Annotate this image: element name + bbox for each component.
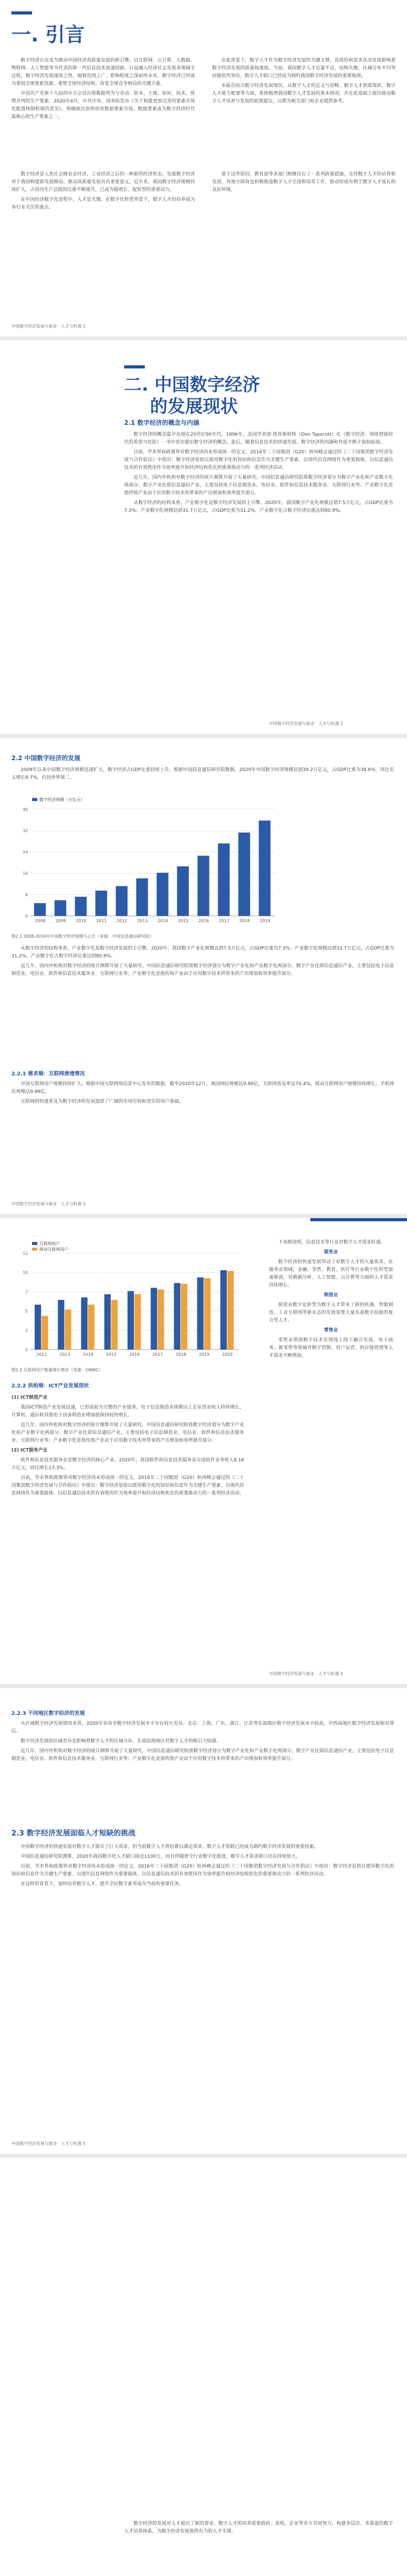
section3-demand: [11, 1080, 394, 1108]
bar: [34, 903, 46, 916]
page-introduction: [0, 0, 407, 336]
bar: [104, 1294, 111, 1350]
heading-2-3: 2.3 数字经济发展面临人才短缺的挑战: [11, 1829, 135, 1838]
x-tick-label: 2013: [59, 1352, 70, 1357]
paragraph: 数字经济的概念最早出现在20世纪90年代。1996年，美国学者唐·塔普斯科特（Don Tapscott）在《数字经济：网络智能时代的希望与危险》一书中首次提出数字经济的概念。此后，随着信息技术的快速发展，数字经济的内涵和外延不断丰富和拓展。: [124, 432, 393, 445]
ict-column: [11, 1394, 244, 1500]
legend-swatch: [32, 1248, 37, 1251]
legend-swatch: [32, 798, 37, 801]
x-tick-label: 2014: [157, 919, 168, 923]
chart-caption: 图2.1 2008-2019年中国数字经济规模与占比（来源：中国信息通信研究院）: [11, 934, 154, 939]
paragraph: 零售业借助数字技术实现线上线下融合发展，电子商务、新零售等领域对数字营销、用户运营、供应链管理等人才需求不断增加。: [269, 1338, 393, 1358]
bar: [197, 1278, 203, 1350]
x-tick-label: 2017: [219, 919, 230, 923]
y-tick-label: 16: [22, 871, 28, 876]
y-tick-label: 12: [22, 1251, 28, 1256]
bar: [220, 1270, 227, 1350]
paragraph: 数字经济发展的区域差异也影响着数字人才的区域分布，东部沿海地区对数字人才的吸引力较强。: [21, 1739, 221, 1744]
demand-side-column: [269, 1239, 393, 1362]
x-tick-label: 2016: [198, 919, 209, 923]
bar: [228, 1271, 234, 1350]
paragraph: 近几年，国内外机构对数字经济的统计测算开展了大量研究。中国信息通信研究院将数字经济划分为数字产业化和产业数字化两部分。数字产业化即信息通信产业，主要包括电子信息制造业、电信业、软件和信息技术服务业、互联网行业等；产业数字化是指传统产业由于应用数字技术所带来的产出增加和效率提升部分。: [124, 475, 393, 496]
paragraph: 数字经济正在成为推动中国经济高质量发展的新引擎。以互联网、云计算、大数据、物联网、人工智能等为代表的新一代信息技术加速创新，日益融入经济社会发展各领域全过程，数字经济发展速度之快、辐射范围之广、影响程度之深前所未有。数字经济已经成为重组全球要素资源、重塑全球经济结构、改变全球竞争格局的关键力量。: [11, 58, 195, 86]
bar: [41, 1316, 48, 1350]
paragraph: 基于这些原因，教育部等多部门相继出台了一系列政策措施，支持数字人才的培养和发展。各地方政府也积极推进数字人才引进和培育工作，推动形成有利于数字人才成长的良好环境。: [212, 172, 396, 193]
bar: [136, 878, 148, 916]
x-tick-label: 2019: [199, 1352, 209, 1357]
section-title-line2: 的发展现状: [150, 396, 238, 417]
legend-label: 移动互联网用户: [39, 1247, 68, 1252]
paragraph: 本报告结合数字经济发展现状，从数字人才的定义与范畴、数字人才供需现状、数字人才能力框架等方面，系统梳理我国数字人才发展的基本情况，并在此基础上提出推动数字人才培养与发展的政策建议，以期为相关部门和企业提供参考。: [212, 83, 396, 104]
bar: [65, 1310, 71, 1350]
section-title-introduction: 一. 引言: [11, 23, 85, 46]
paragraph: 从数字经济的结构来看，产业数字化是数字经济发展的主引擎。2020年，我国数字产业化规模达到7.5万亿元，占GDP比重为7.3%；产业数字化规模达到31.7万亿元，占GDP比重为31.2%，产业数字化占数字经济比重达到80.9%。: [11, 946, 394, 959]
x-tick-label: 2014: [83, 1352, 94, 1357]
paragraph: 中国互联网用户规模持续扩大。根据中国互联网络信息中心发布的数据，截至2020年12月，我国网民规模达9.89亿，互联网普及率达70.4%。移动互联网用户规模持续增长，手机网民规模达9.86亿。: [11, 1082, 394, 1094]
page-closing: [0, 2158, 407, 2576]
heading-2-1: 2.1 数字经济的概念与内涵: [124, 419, 200, 426]
y-tick-label: 24: [22, 850, 28, 855]
x-tick-label: 2019: [260, 919, 270, 923]
paragraph: 中国共产党第十九届四中全会首次将数据列为与劳动、资本、土地、知识、技术、管理并列的生产要素。2020年4月，中共中央、国务院发布《关于构建更加完善的要素市场化配置体制机制的意见》，明确提出加快培育数据要素市场。数据要素成为数字经济时代最核心的生产要素之一。: [11, 91, 195, 120]
bar: [128, 1291, 134, 1350]
x-tick-label: 2016: [129, 1352, 140, 1357]
y-tick-label: 2: [25, 1328, 28, 1333]
sub-heading: (1) ICT制造产业: [11, 1395, 48, 1400]
paragraph: 软件和信息技术服务业是数字经济的核心产业。2020年，我国软件和信息技术服务业完成软件业务收入8.16万亿元，同比增长13.3%。: [11, 1458, 244, 1471]
paragraph: 在中国经济数字化进程中，人才是关键。在数字化转型背景下，数字人才的培养成为各行业关注的重点。: [11, 197, 195, 210]
bar: [134, 1294, 141, 1350]
paragraph: 中国信息通信研究院测算，2020年我国数字化人才缺口接近1100万，而且伴随着全行业数字化推进，数字人才需求缺口还在持续放大。: [21, 1854, 300, 1859]
bar: [95, 891, 107, 916]
page-separator: [0, 2154, 407, 2158]
bar: [177, 866, 189, 916]
x-tick-label: 2018: [175, 1352, 186, 1357]
x-tick-label: 2015: [178, 919, 189, 923]
paragraph: 中国数字经济的快速发展对数字人才提出了巨大需求，但当前数字人才供给难以满足需求。数字人才短缺已经成为制约数字经济发展的重要因素。: [21, 1844, 319, 1849]
bar: [75, 897, 87, 916]
bar: [204, 1278, 210, 1350]
bar: [58, 1300, 64, 1350]
intro-column-left-lower: [11, 171, 195, 214]
page-separator: [0, 734, 407, 738]
bar: [174, 1283, 180, 1350]
section-title-line1: 二. 中国数字经济: [124, 375, 260, 395]
talent-shortage-body: [11, 1843, 394, 1890]
bar: [116, 886, 128, 916]
paragraph: 目前，学术界和政策界对数字经济尚未形成统一的定义。2016年二十国集团（G20）杭州峰会通过的《二十国集团数字经济发展与合作倡议》中指出：数字经济是指以使用数字化的知识和信息作为关键生产要素、以现代信息网络作为重要载体、以信息通信技术的有效使用作为效率提升和经济结构优化的重要推动力的一系列经济活动。: [124, 450, 393, 470]
bar: [198, 856, 209, 916]
section3-intro: [11, 766, 394, 784]
bar: [259, 821, 270, 916]
bar: [181, 1284, 187, 1350]
bar: [35, 1305, 41, 1350]
sub-heading: (2) ICT服务产业: [11, 1448, 48, 1453]
y-tick-label: 8: [25, 892, 28, 897]
paragraph: 我国ICT制造产业发展迅速，已形成较为完整的产业链条。电子信息制造业规模以上企业营业收入持续增长，计算机、通信和其他电子设备制造业增加值保持较快增长。: [11, 1405, 244, 1418]
paragraph: 2008年以来中国数字经济规模迅速扩大，数字经济占GDP比重持续上升。根据中国信息通信研究院数据，2020年中国数字经济规模达到39.2万亿元，占GDP比重为38.6%，同比名义增长9.7%，位居世界第二。: [11, 767, 394, 780]
paragraph: 制造业数字化转型为数字人才带来了新的机遇。智能制造、工业互联网等新业态的发展需要大量具备数字技能的复合型人才。: [269, 1302, 393, 1323]
page-separator: [0, 1684, 407, 1688]
chart-caption: 图2.2 互联网用户数量增长情况（来源：CNNIC）: [11, 1368, 103, 1372]
section2-body: [124, 431, 393, 517]
y-tick-label: 0: [25, 1348, 28, 1352]
heading-2-2: 2.2 中国数字经济的发展: [11, 754, 81, 762]
paragraph: 近几年，国内外机构对数字经济的统计测算开展了大量研究。中国信息通信研究院将数字经济划分为数字产业化和产业数字化两部分。数字产业化即信息通信产业，主要包括电子信息制造业、电信业、软件和信息技术服务业、互联网行业等；产业数字化是指传统产业由于应用数字技术所带来的产出增加和效率提升部分。: [11, 1749, 394, 1761]
paragraph: 目前，学术界和政策界对数字经济尚未形成统一的定义。2016年二十国集团（G20）杭州峰会通过的《二十国集团数字经济发展与合作倡议》中指出：数字经济是指以使用数字化的知识和信息作为关键生产要素、以现代信息网络作为重要载体、以信息通信技术的有效使用作为效率提升和经济结构优化的重要推动力的一系列经济活动。: [11, 1475, 245, 1496]
sub-heading: 制造业: [324, 1293, 338, 1298]
page-section2-2-2: [0, 1218, 407, 1684]
page-section2-2: [0, 738, 407, 1214]
x-tick-label: 2011: [96, 919, 107, 923]
x-tick-label: 2015: [105, 1352, 117, 1357]
closing-body: [124, 2520, 393, 2538]
x-tick-label: 2020: [222, 1352, 233, 1357]
x-tick-label: 2008: [35, 919, 46, 923]
digital-economy-bar-chart: [11, 795, 280, 929]
paragraph: 数字经济是人类社会继农业经济、工业经济之后的一种新的经济形态。发展数字经济对于我国构建新发展格局、推动高质量发展具有重要意义。近年来，我国数字经济规模持续扩大，占国内生产总值的比重不断提升，已成为稳增长、促转型的重要动力。: [11, 172, 195, 193]
internet-users-bar-chart: [11, 1239, 244, 1363]
page-section2: [0, 340, 407, 734]
page-footer: 中国数字经济发展与就业 · 人才与机遇 2: [269, 721, 343, 726]
bar: [218, 843, 230, 916]
sub-heading: 服务业: [324, 1250, 338, 1255]
legend-label: 数字经济规模（万亿元）: [39, 797, 85, 802]
bar: [81, 1297, 87, 1350]
page-footer: 中国数字经济发展与就业 · 人才与机遇 1: [11, 324, 86, 329]
page-footer: 中国数字经济发展与就业 · 人才与机遇 4: [269, 1671, 343, 1676]
paragraph: 数字经济的发展对人才提出了新的要求，数字人才的培养需要政府、高校、企业等多方共同努力，构建多层次、多渠道的数字人才培养体系，为数字经济发展提供有力的人才支撑。: [124, 2521, 393, 2534]
paragraph: 从区域数字经济发展情况来看，2020年各省市数字经济发展水平存在较大差异。北京、上海、广东、浙江、江苏等东部地区数字经济发展水平较高，中西部地区数字经济发展相对滞后。: [11, 1721, 394, 1734]
page-separator: [0, 1214, 407, 1218]
x-tick-label: 2018: [239, 919, 250, 923]
intro-column-right: [212, 57, 396, 108]
paragraph: 近几年，国内外机构对数字经济的统计测算开展了大量研究。中国信息通信研究院将数字经济划分为数字产业化和产业数字化两部分。数字产业化即信息通信产业，主要包括电子信息制造业、电信业、软件和信息技术服务业、互联网行业等；产业数字化是指传统产业由于应用数字技术所带来的产出增加和效率提升部分。: [11, 1423, 245, 1443]
x-tick-label: 2012: [116, 919, 127, 923]
title-accent-bar: [124, 365, 145, 368]
bar: [158, 1290, 164, 1350]
y-tick-label: 7: [25, 1290, 28, 1295]
regional-body: [11, 1720, 394, 1765]
y-tick-label: 32: [22, 828, 28, 834]
y-tick-label: 10: [22, 1270, 28, 1276]
paragraph: 从数字经济的结构来看，产业数字化是数字经济发展的主引擎。2020年，我国数字产业化规模达到7.5万亿元，占GDP比重为7.3%；产业数字化规模达到31.7万亿元，占GDP比重为31.2%，产业数字化占数字经济比重达到80.9%。: [124, 500, 393, 513]
bar: [54, 900, 66, 916]
page-separator: [0, 336, 407, 340]
bar: [157, 873, 169, 916]
y-tick-label: 40: [22, 807, 28, 812]
top-accent-bar: [310, 1218, 407, 1221]
paragraph: 下表格说明，信息技术等行业对数字人才需求旺盛。: [278, 1240, 386, 1245]
y-tick-label: 5: [25, 1309, 28, 1314]
title-accent-bar: [11, 11, 32, 14]
paragraph: 近几年，国内外机构对数字经济的统计测算开展了大量研究。中国信息通信研究院将数字经济划分为数字产业化和产业数字化两部分。数字产业化即信息通信产业，主要包括电子信息制造业、电信业、软件和信息技术服务业、互联网行业等；产业数字化是指传统产业由于应用数字技术所带来的产出增加和效率提升部分。: [11, 964, 394, 976]
legend-label: 互联网用户: [39, 1241, 60, 1246]
page-footer: 中国数字经济发展与就业 · 人才与机遇 5: [11, 2141, 86, 2146]
paragraph: 目前，学术界和政策界对数字经济尚未形成统一的定义。2016年二十国集团（G20）杭州峰会通过的《二十国集团数字经济发展与合作倡议》中指出：数字经济是指以使用数字化的知识和信息作为关键生产要素、以现代信息网络作为重要载体、以信息通信技术的有效使用作为效率提升和经济结构优化的重要推动力的一系列经济活动。: [11, 1864, 394, 1877]
section3-body: [11, 945, 394, 980]
paragraph: 在这样的背景下，加快培养数字人才、提升全民数字素养成为当前的重要任务。: [21, 1882, 184, 1887]
x-tick-label: 2012: [36, 1352, 47, 1357]
intro-column-right-lower: [212, 171, 396, 196]
x-tick-label: 2013: [137, 919, 148, 923]
heading-2-2-1: 2.2.1 需求端：互联网渗透情况: [11, 1071, 85, 1077]
sub-heading: 零售业: [324, 1328, 338, 1333]
bar: [150, 1288, 157, 1350]
paragraph: 互联网的快速普及为数字经济的发展提供了广阔的市场空间和坚实的用户基础。: [21, 1099, 184, 1104]
paragraph: 在此背景下，数字人才作为数字经济发展的关键支撑，其供给和需求状况直接影响着数字经济发展的质量和速度。当前，我国数字人才总量不足、结构失衡、区域分布不均等问题依然突出，数字人才缺口已经成为制约我国数字经济发展的重要瓶颈。: [212, 58, 396, 79]
x-tick-label: 2010: [76, 919, 86, 923]
paragraph: 数字经济的快速发展带动了对数字人才的大量需求。在服务业领域，金融、零售、教育、医疗等行业数字化转型加速推进，对数据分析、人工智能、云计算等方面的人才需求持续增长。: [269, 1260, 393, 1288]
x-tick-label: 2017: [152, 1352, 163, 1357]
legend-swatch: [32, 1242, 37, 1245]
page-section2-3: [0, 1688, 407, 2154]
bar: [88, 1305, 94, 1350]
y-tick-label: 0: [25, 914, 28, 919]
heading-2-2-2: 2.2.2 供给端：ICT产业发展现状: [11, 1383, 89, 1389]
bar: [238, 833, 250, 916]
heading-2-2-3: 2.2.3 不同地区数字经济的发展: [11, 1711, 85, 1716]
intro-column-left: [11, 57, 195, 123]
bar: [111, 1300, 117, 1350]
page-footer: 中国数字经济发展与就业 · 人才与机遇 3: [11, 1202, 86, 1206]
x-tick-label: 2009: [55, 919, 66, 923]
